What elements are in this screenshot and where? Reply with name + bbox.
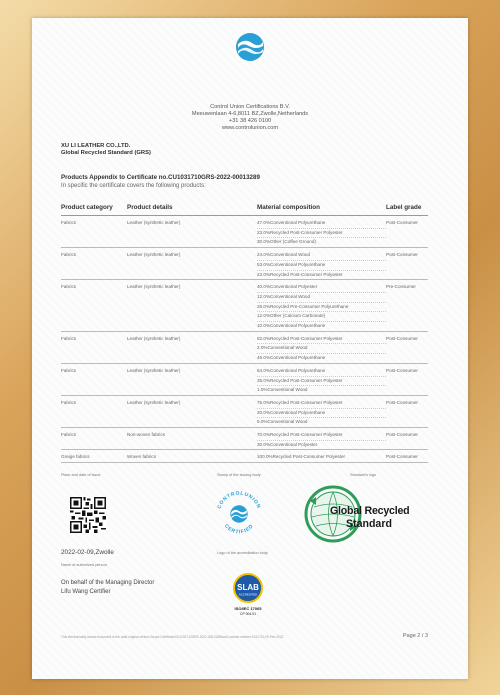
material-line: 10.0%Conventional Polyurethane	[257, 323, 326, 329]
cell-product-details: Leather (synthetic leather)	[127, 335, 181, 341]
cell-product-details: Leather (synthetic leather)	[127, 252, 181, 258]
cell-product-details: Leather (synthetic leather)	[127, 284, 181, 290]
header-product-category: Product category	[61, 204, 113, 211]
cell-label-grade: Post-Consumer	[386, 335, 418, 341]
cell-material-composition	[257, 453, 386, 462]
client-block	[61, 143, 151, 157]
cell-product-category: Fabrics	[61, 220, 77, 225]
cell-material-composition	[257, 431, 386, 449]
footer-note: This electronically issued document is the valid original version.Scope CertificateCU1031710GRS-2022-00013289and License number:1031710,09-Feb-2022	[61, 635, 284, 639]
standard-logo-label: Standard's logo	[350, 473, 377, 477]
slab-cp: CP 004.01	[240, 612, 256, 616]
control-union-logo-icon	[235, 32, 265, 62]
material-line: 70.0%Recycled Post-Consumer Polyester	[257, 431, 386, 441]
material-line: 100.0%Recycled Post-Consumer Polyester	[257, 454, 346, 460]
table-row	[61, 396, 428, 428]
slab-name: SLAB	[237, 583, 259, 592]
material-line: 30.0%Conventional Polyester	[257, 441, 318, 447]
cell-product-details: Non-woven fabrics	[127, 432, 166, 438]
org-phone: +31 38 426 0100	[228, 118, 272, 124]
appendix-subtitle: In specific the certificate covers the following products:	[61, 183, 206, 189]
cell-material-composition	[257, 283, 386, 331]
control-union-certified-seal-icon	[210, 485, 268, 543]
grs-logo-line2: Standard	[346, 518, 392, 530]
table-row	[61, 216, 428, 248]
material-line: 20.0%Conventional Polyurethane	[257, 409, 386, 419]
cell-product-details: Leather (synthetic leather)	[127, 367, 181, 373]
cell-label-grade: Post-Consumer	[386, 367, 418, 373]
material-line: 30.0%Other (Coffee Ground)	[257, 239, 316, 245]
stamp-label: Stamp of the issuing body	[217, 473, 261, 477]
slab-accredited: ACCREDITED	[238, 592, 258, 597]
cell-product-category: Fabrics	[61, 399, 77, 405]
products-table	[61, 204, 428, 463]
cell-material-composition	[257, 219, 386, 247]
material-line: 12.0%Other (Calcium Carbonate)	[257, 312, 386, 322]
cell-product-category: Fabrics	[61, 367, 77, 373]
cell-product-category: Greige fabrics	[61, 454, 90, 460]
signatory-block	[61, 579, 154, 597]
client-standard: Global Recycled Standard (GRS)	[61, 150, 151, 156]
cell-material-composition	[257, 251, 386, 279]
material-line: 52.0%Recycled Post-Consumer Polyester	[257, 335, 386, 345]
cell-material-composition	[257, 335, 386, 363]
material-line: 64.0%Conventional Polyurethane	[257, 367, 386, 377]
table-row	[61, 332, 428, 364]
seal-top-text: CONTROLUNION	[216, 490, 262, 510]
slab-accreditation-logo-icon	[230, 573, 266, 621]
cell-product-details: Woven fabrics	[127, 454, 157, 460]
table-row	[61, 280, 428, 332]
cell-label-grade: Post-Consumer	[386, 399, 418, 405]
client-name: XU LI LEATHER CO.,LTD.	[61, 143, 131, 149]
header-material-composition: Material composition	[257, 204, 320, 211]
grs-logo-line1: Global Recycled	[330, 505, 410, 517]
material-line: 26.0%Recycled Pre-Consumer Polyurethane	[257, 303, 386, 313]
cell-product-category: Fabrics	[61, 432, 77, 438]
header-label-grade: Label grade	[386, 204, 422, 211]
material-line: 53.0%Conventional Polyurethane	[257, 261, 386, 271]
table-row	[61, 364, 428, 396]
issuing-body-address	[32, 104, 468, 132]
page-number: Page 2 / 3	[402, 633, 428, 639]
svg-text:CERTIFIED	[223, 523, 255, 535]
authorized-person-label: Name of authorized person	[61, 563, 107, 567]
cell-label-grade: Pre-Consumer	[386, 284, 416, 290]
table-row	[61, 248, 428, 280]
accreditation-label: Logo of the accreditation body	[217, 551, 268, 555]
cell-material-composition	[257, 399, 386, 427]
cell-label-grade: Post-Consumer	[386, 432, 418, 438]
table-row	[61, 428, 428, 450]
table-row	[61, 450, 428, 463]
org-website: www.controlunion.com	[222, 125, 278, 131]
material-line: 2.0%Conventional Wood	[257, 344, 386, 354]
material-line: 1.0%Conventional Wood	[257, 387, 308, 393]
material-line: 40.0%Conventional Polyester	[257, 283, 386, 293]
material-line: 23.0%Recycled Post-Consumer Polyester	[257, 271, 343, 277]
cell-label-grade: Post-Consumer	[386, 252, 418, 258]
global-recycled-standard-logo	[302, 483, 422, 545]
material-line: 23.0%Recycled Post-Consumer Polyester	[257, 229, 386, 239]
cell-product-details: Leather (synthetic leather)	[127, 220, 181, 225]
place-date-label: Place and date of issue	[61, 473, 101, 477]
header-product-details: Product details	[127, 204, 173, 211]
cell-product-category: Fabrics	[61, 284, 77, 290]
cell-product-details: Leather (synthetic leather)	[127, 399, 181, 405]
slab-iso: ISO/IEC 17065	[234, 606, 262, 611]
cell-material-composition	[257, 367, 386, 395]
org-address: Meeuwenlaan 4-6,8011 BZ,Zwolle,Netherlands	[191, 111, 309, 117]
appendix-title: Products Appendix to Certificate no.CU1031710GRS-2022-00013289	[61, 174, 260, 181]
issue-date-place: 2022-02-09,Zwolle	[61, 549, 114, 556]
on-behalf-text: On behalf of the Managing Director	[61, 580, 155, 586]
material-line: 12.0%Conventional Wood	[257, 293, 386, 303]
material-line: 5.0%Conventional Wood	[257, 419, 308, 425]
certificate-page	[32, 18, 468, 679]
org-name: Control Union Certifications B.V.	[210, 104, 290, 110]
table-body	[61, 216, 428, 463]
cell-label-grade: Post-Consumer	[386, 220, 418, 225]
material-line: 35.0%Recycled Post-Consumer Polyester	[257, 377, 386, 387]
table-header	[61, 204, 428, 216]
cell-product-category: Fabrics	[61, 252, 77, 258]
material-line: 46.0%Conventional Polyurethane	[257, 355, 326, 361]
material-line: 75.0%Recycled Post-Consumer Polyester	[257, 399, 386, 409]
material-line: 47.0%Conventional Polyurethane	[257, 219, 386, 229]
qr-code-icon	[70, 497, 106, 533]
cell-product-category: Fabrics	[61, 335, 77, 341]
signatory-name: Lifu Wang Certifier	[61, 589, 111, 595]
cell-label-grade: Post-Consumer	[386, 454, 418, 460]
seal-bottom-text: CERTIFIED	[223, 523, 255, 536]
material-line: 24.0%Conventional Wood	[257, 251, 386, 261]
